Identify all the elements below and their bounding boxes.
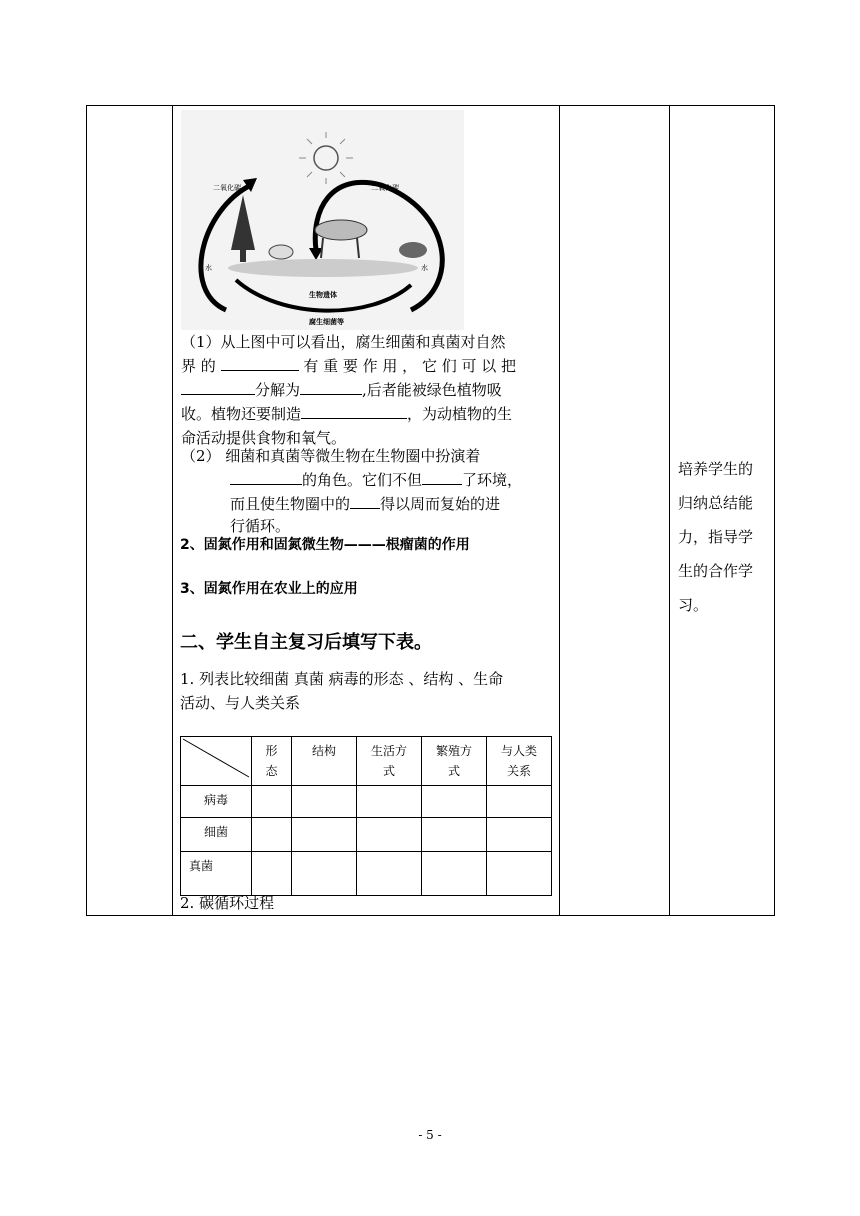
carbon-cycle-figure [181,110,464,330]
row-label: 病毒 [181,786,252,818]
table-cell[interactable] [486,786,551,818]
table-cell[interactable] [292,786,357,818]
header-cell: 繁殖方 式 [422,737,487,786]
teaching-goal-note [678,452,768,622]
water-left-label: 水 [205,264,212,272]
table-header-row [181,737,552,786]
answer-blank[interactable] [181,379,255,395]
table-row [181,818,552,852]
table-cell[interactable] [252,786,292,818]
answer-blank[interactable] [301,403,407,419]
note-line: 培养学生的 [678,460,754,478]
sun-icon [314,146,338,170]
water-right-label: 水 [421,264,428,272]
header-cell: 生活方 式 [357,737,422,786]
answer-blank[interactable] [350,493,380,509]
ground [228,259,418,277]
q1-line2: 界 的 有 重 要 作 用 ， 它 们 可 以 把 [181,357,517,375]
carbon-cycle-illustration [181,110,464,330]
table-cell[interactable] [252,818,292,852]
list-item1-line2: 活动、与人类关系 [180,694,301,712]
table-cell[interactable] [252,852,292,896]
answer-blank[interactable] [300,379,362,395]
list-item1-line1: 1. 列表比较细菌 真菌 病毒的形态 、结构 、生命 [180,670,504,688]
rabbit-icon [269,245,293,259]
row-label: 细菌 [181,818,252,852]
diagonal-corner-cell [181,737,252,786]
note-line: 力，指导学 [678,528,754,546]
table-cell[interactable] [292,818,357,852]
co2-left-label: 二氧化碳 [213,184,241,192]
list-item2: 2. 碳循环过程 [180,894,275,912]
remains-label: 生物遗体 [309,291,337,299]
q2-line3: 而且使生物圈中的 得以周而复始的进 [230,495,501,513]
note-line: 归纳总结能 [678,494,754,512]
note-line: 生的合作学 [678,562,754,580]
row-label: 真菌 [181,852,252,896]
heading-item3: 3、固氮作用在农业上的应用 [180,581,358,597]
q1-line4: 收。植物还要制造 ，为动植物的生 [181,405,513,423]
q2-line4: 行循环。 [230,517,291,535]
table-cell[interactable] [422,818,487,852]
table-row [181,852,552,896]
q2-line2: 的角色。它们不但 了环境， [230,468,522,492]
answer-blank[interactable] [221,355,299,371]
table-cell[interactable] [422,786,487,818]
comparison-table [180,736,552,896]
section-heading: 二、学生自主复习后填写下表。 [180,632,432,653]
table-cell[interactable] [357,818,422,852]
q1-line1: （1）从上图中可以看出，腐生细菌和真菌对自然 [181,333,506,351]
answer-blank[interactable] [230,469,302,485]
table-row [181,786,552,818]
table-cell[interactable] [486,818,551,852]
heading-item2: 2、固氮作用和固氮微生物———根瘤菌的作用 [180,537,470,553]
header-cell: 与人类 关系 [486,737,551,786]
column-divider [669,105,670,916]
table-cell[interactable] [422,852,487,896]
header-cell: 结构 [292,737,357,786]
note-line: 习。 [678,596,709,614]
q2-line1: （2） 细菌和真菌等微生物在生物圈中扮演着 [181,447,481,465]
table-cell[interactable] [292,852,357,896]
table-cell[interactable] [357,786,422,818]
q1-line5: 命活动提供食物和氧气。 [181,429,347,447]
header-cell: 形 态 [252,737,292,786]
page-number: - 5 - [418,1128,442,1142]
table-cell[interactable] [486,852,551,896]
table-cell[interactable] [357,852,422,896]
tree-icon [231,195,255,250]
co2-right-label: 二氧化碳 [371,184,399,192]
column-divider [559,105,560,916]
deer-icon [315,220,367,240]
decomposers-label: 腐生细菌等 [309,318,344,326]
bush-icon [399,242,427,258]
column-divider [172,105,173,916]
q1-line3: 分解为 ,后者能被绿色植物吸 [181,378,502,402]
answer-blank[interactable] [422,469,462,485]
